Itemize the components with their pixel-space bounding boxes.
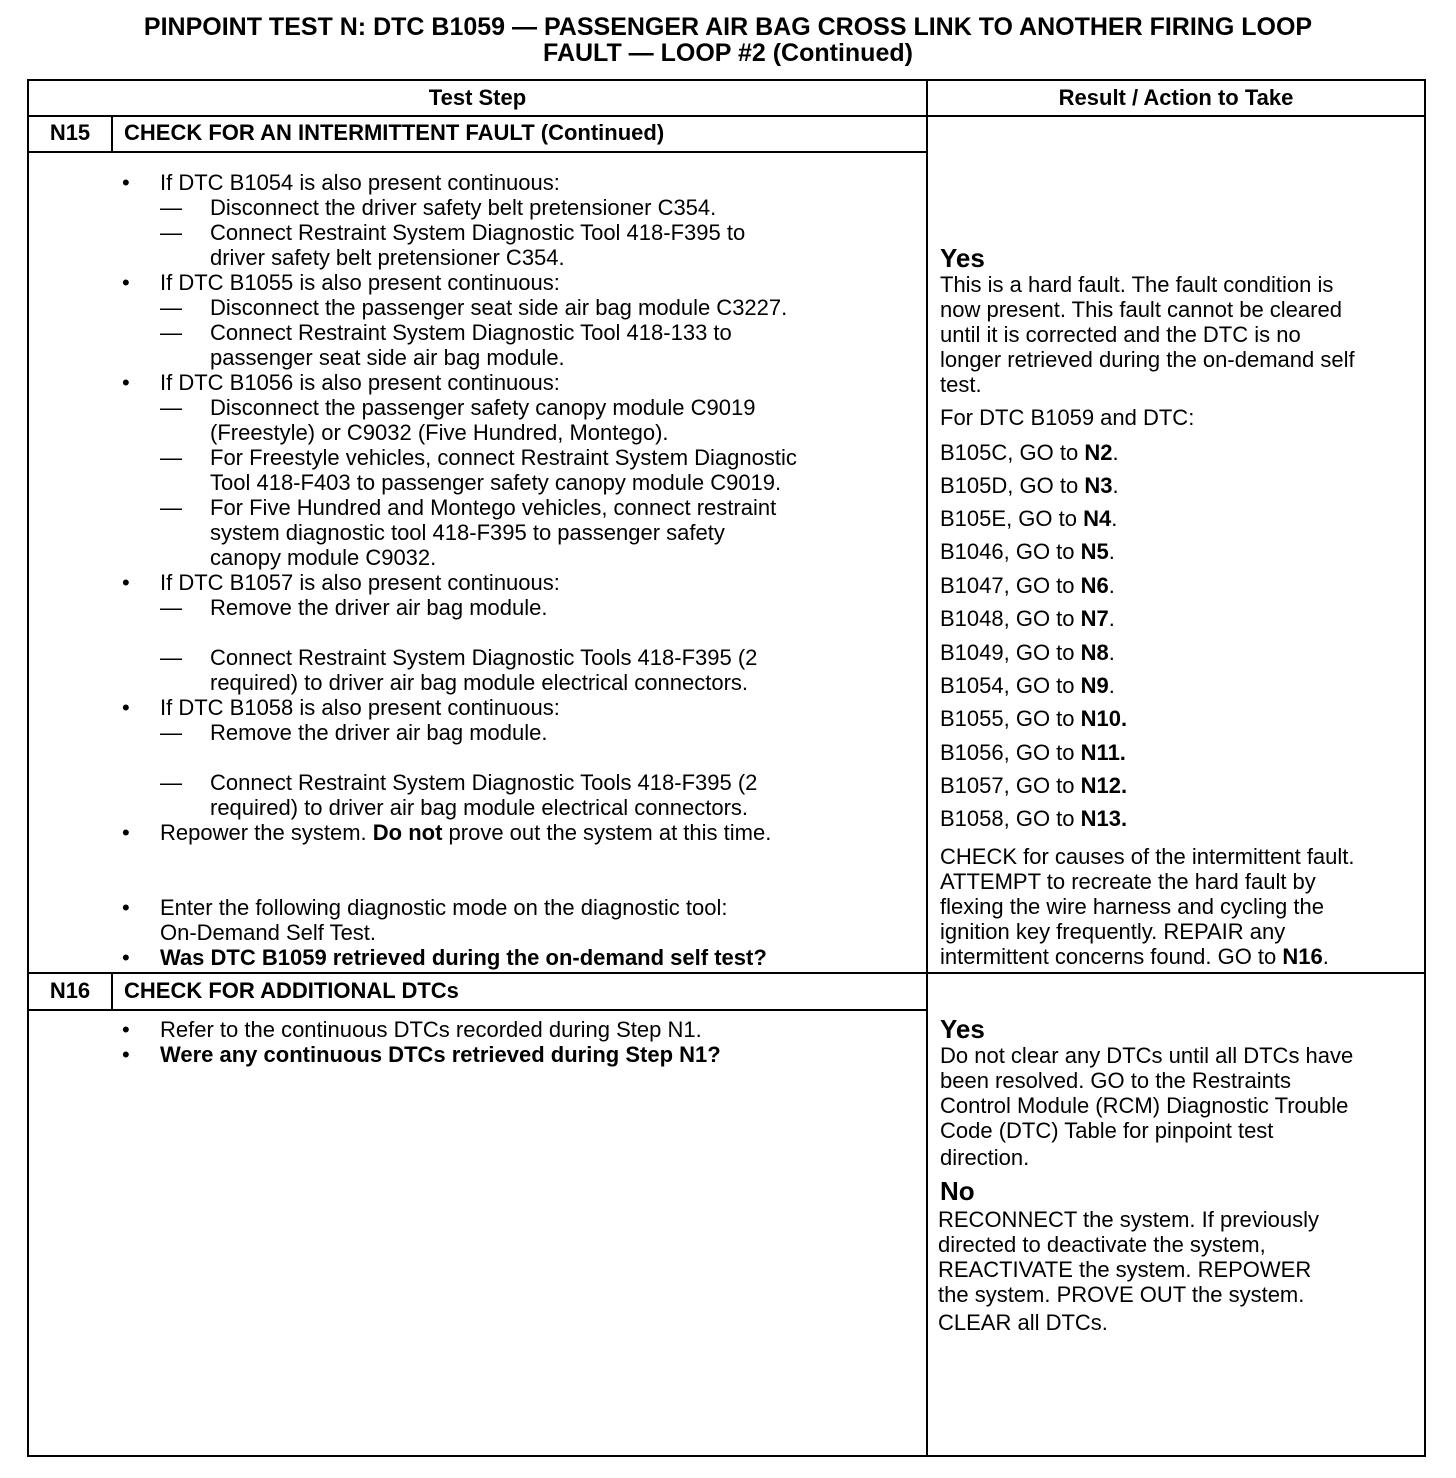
n15-line: required) to driver air bag module electrical connectors. [210, 795, 749, 820]
go-to-text: , GO to [1003, 706, 1081, 731]
n16-yes-line: Control Module (RCM) Diagnostic Trouble [940, 1093, 1349, 1118]
dtc-route [940, 773, 1127, 798]
repower-text-c: prove out the system at this time. [442, 820, 772, 845]
n15-yes-line: longer retrieved during the on-demand self [940, 347, 1355, 372]
bullet: • [122, 945, 130, 970]
n15-line: If DTC B1054 is also present continuous: [160, 170, 560, 195]
go-to-text: , GO to [1003, 640, 1081, 665]
go-to-step: N9 [1080, 673, 1109, 698]
bullet: • [122, 1017, 130, 1042]
go-to-step: N8 [1080, 640, 1109, 665]
n16-line: Refer to the continuous DTCs recorded during Step N1. [160, 1017, 702, 1042]
route-period: . [1112, 473, 1119, 498]
step-heading-n15: CHECK FOR AN INTERMITTENT FAULT (Continued) [124, 120, 665, 145]
n15-yes-line: test. [940, 372, 982, 397]
dash: — [160, 445, 182, 470]
bullet: • [122, 370, 130, 395]
n16-no-label: No [940, 1176, 975, 1206]
n16-yes-line: Do not clear any DTCs until all DTCs have [940, 1043, 1354, 1068]
step-heading-n16: CHECK FOR ADDITIONAL DTCs [124, 978, 459, 1003]
n16-no-line: REACTIVATE the system. REPOWER [938, 1257, 1312, 1282]
dtc-code: B1056 [940, 740, 1004, 765]
go-to-text: , GO to [1003, 539, 1081, 564]
n16-no-line: RECONNECT the system. If previously [938, 1207, 1320, 1232]
go-to-step: N5 [1080, 539, 1109, 564]
repower-emphasis: Do not [372, 820, 443, 845]
bullet: • [122, 170, 130, 195]
repower-instruction [160, 820, 771, 845]
n16-yes-line: Code (DTC) Table for pinpoint test [940, 1118, 1274, 1143]
n15-line: Tool 418-F403 to passenger safety canopy module C9019. [210, 470, 782, 495]
n15-line: (Freestyle) or C9032 (Five Hundred, Montego). [210, 420, 669, 445]
repower-text-a: Repower the system. [160, 820, 373, 845]
route-period: . [1108, 606, 1115, 631]
check-line: CHECK for causes of the intermittent fault. [940, 844, 1355, 869]
dtc-route [940, 706, 1127, 731]
check-last-period: . [1322, 944, 1329, 969]
bullet: • [122, 270, 130, 295]
n15-question: Was DTC B1059 retrieved during the on-demand self test? [160, 945, 767, 970]
bullet: • [122, 1042, 130, 1067]
go-to-step: N7 [1080, 606, 1109, 631]
page-title-line-1: PINPOINT TEST N: DTC B1059 — PASSENGER AIR BAG CROSS LINK TO ANOTHER FIRING LOOP [143, 13, 1313, 41]
n15-line: required) to driver air bag module electrical connectors. [210, 670, 749, 695]
n16-yes-line: been resolved. GO to the Restraints [940, 1068, 1291, 1093]
n15-line: passenger seat side air bag module. [210, 345, 565, 370]
n15-yes-line: now present. This fault cannot be cleared [940, 297, 1342, 322]
dtc-route [940, 673, 1115, 698]
dash: — [160, 320, 182, 345]
dash: — [160, 220, 182, 245]
column-divider [926, 79, 928, 1457]
go-to-step: N12. [1080, 773, 1128, 798]
dtc-code: B1054 [940, 673, 1004, 698]
go-to-text: , GO to [1007, 440, 1085, 465]
route-period: . [1108, 640, 1115, 665]
go-to-step: N3 [1084, 473, 1113, 498]
dtc-code: B1057 [940, 773, 1004, 798]
go-to-step: N4 [1083, 506, 1112, 531]
n15-line: If DTC B1055 is also present continuous: [160, 270, 560, 295]
dtc-code: B1058 [940, 806, 1004, 831]
n15-line: Connect Restraint System Diagnostic Tool 418-F395 to [210, 220, 746, 245]
dtc-route [940, 473, 1119, 498]
n16-question: Were any continuous DTCs retrieved during Step N1? [160, 1042, 721, 1067]
route-period: . [1111, 506, 1118, 531]
dash: — [160, 395, 182, 420]
go-to-step: N13. [1080, 806, 1128, 831]
n15-line: Remove the driver air bag module. [210, 720, 548, 745]
go-to-step: N2 [1084, 440, 1113, 465]
go-to-text: , GO to [1003, 673, 1081, 698]
dtc-code: B105D [940, 473, 1008, 498]
n15-line: If DTC B1058 is also present continuous: [160, 695, 560, 720]
enter-mode-line-2: On-Demand Self Test. [160, 920, 377, 945]
n15-line: Connect Restraint System Diagnostic Tool 418-133 to [210, 320, 732, 345]
dtc-route [940, 440, 1119, 465]
for-dtc-line: For DTC B1059 and DTC: [940, 405, 1195, 430]
dtc-code: B105E [940, 506, 1007, 531]
enter-mode-line-1: Enter the following diagnostic mode on the diagnostic tool: [160, 895, 728, 920]
n15-line: Connect Restraint System Diagnostic Tools 418-F395 (2 [210, 770, 758, 795]
route-period: . [1108, 573, 1115, 598]
n15-yes-line: This is a hard fault. The fault condition is [940, 272, 1334, 297]
go-to-text: , GO to [1003, 606, 1081, 631]
bullet: • [122, 695, 130, 720]
column-header-test-step: Test Step [428, 85, 527, 110]
dtc-route [940, 573, 1115, 598]
dash: — [160, 495, 182, 520]
dash: — [160, 195, 182, 220]
check-line: flexing the wire harness and cycling the [940, 894, 1324, 919]
n15-line: Remove the driver air bag module. [210, 595, 548, 620]
n16-heading-divider [27, 1009, 927, 1011]
check-line-last [940, 944, 1329, 969]
bullet: • [122, 895, 130, 920]
n15-line: Connect Restraint System Diagnostic Tools 418-F395 (2 [210, 645, 758, 670]
dtc-route [940, 506, 1117, 531]
n15-line: canopy module C9032. [210, 545, 437, 570]
dtc-code: B1049 [940, 640, 1004, 665]
dtc-route [940, 539, 1115, 564]
dtc-route [940, 640, 1115, 665]
n16-yes-line: direction. [940, 1145, 1030, 1170]
go-to-step: N10. [1080, 706, 1128, 731]
go-to-text: , GO to [1003, 573, 1081, 598]
n16-no-line: directed to deactivate the system, [938, 1232, 1266, 1257]
dtc-route [940, 740, 1126, 765]
go-to-step: N11. [1080, 740, 1126, 765]
n15-line: driver safety belt pretensioner C354. [210, 245, 565, 270]
column-header-result: Result / Action to Take [1058, 85, 1294, 110]
dash: — [160, 295, 182, 320]
step-number-n15: N15 [49, 120, 91, 145]
check-last-step: N16 [1282, 944, 1323, 969]
step-number-divider-n15 [111, 115, 113, 152]
n15-yes-line: until it is corrected and the DTC is no [940, 322, 1301, 347]
dtc-route [940, 606, 1115, 631]
dtc-code: B1047 [940, 573, 1004, 598]
route-period: . [1108, 673, 1115, 698]
go-to-text: , GO to [1006, 506, 1084, 531]
n15-line: Disconnect the passenger seat side air bag module C3227. [210, 295, 788, 320]
step-number-divider-n16 [111, 972, 113, 1010]
check-last-text: intermittent concerns found. GO to [940, 944, 1283, 969]
n16-no-line: the system. PROVE OUT the system. [938, 1282, 1305, 1307]
dtc-route [940, 806, 1127, 831]
n15-line: system diagnostic tool 418-F395 to passenger safety [210, 520, 725, 545]
go-to-text: , GO to [1007, 473, 1085, 498]
bullet: • [122, 570, 130, 595]
n16-yes-label: Yes [940, 1014, 985, 1044]
n16-no-line: CLEAR all DTCs. [938, 1310, 1108, 1335]
dash: — [160, 645, 182, 670]
n15-yes-label: Yes [940, 243, 985, 273]
n15-line: Disconnect the passenger safety canopy module C9019 [210, 395, 756, 420]
go-to-text: , GO to [1003, 740, 1081, 765]
page-title-line-2: FAULT — LOOP #2 (Continued) [543, 39, 913, 67]
go-to-text: , GO to [1003, 806, 1081, 831]
go-to-text: , GO to [1003, 773, 1081, 798]
dtc-code: B1048 [940, 606, 1004, 631]
n15-line: For Freestyle vehicles, connect Restraint System Diagnostic [210, 445, 797, 470]
page-title [0, 14, 1456, 66]
dtc-code: B1055 [940, 706, 1004, 731]
go-to-step: N6 [1080, 573, 1109, 598]
n15-line: If DTC B1056 is also present continuous: [160, 370, 560, 395]
route-period: . [1108, 539, 1115, 564]
dtc-code: B1046 [940, 539, 1004, 564]
dash: — [160, 770, 182, 795]
route-period: . [1112, 440, 1119, 465]
n15-line: For Five Hundred and Montego vehicles, connect restraint [210, 495, 777, 520]
check-line: ATTEMPT to recreate the hard fault by [940, 869, 1316, 894]
dash: — [160, 720, 182, 745]
step-number-n16: N16 [49, 978, 91, 1003]
dash: — [160, 595, 182, 620]
check-line: ignition key frequently. REPAIR any [940, 919, 1286, 944]
n15-line: If DTC B1057 is also present continuous: [160, 570, 560, 595]
bullet: • [122, 820, 130, 845]
n15-line: Disconnect the driver safety belt pretensioner C354. [210, 195, 717, 220]
dtc-code: B105C [940, 440, 1008, 465]
n15-heading-divider [27, 151, 927, 153]
